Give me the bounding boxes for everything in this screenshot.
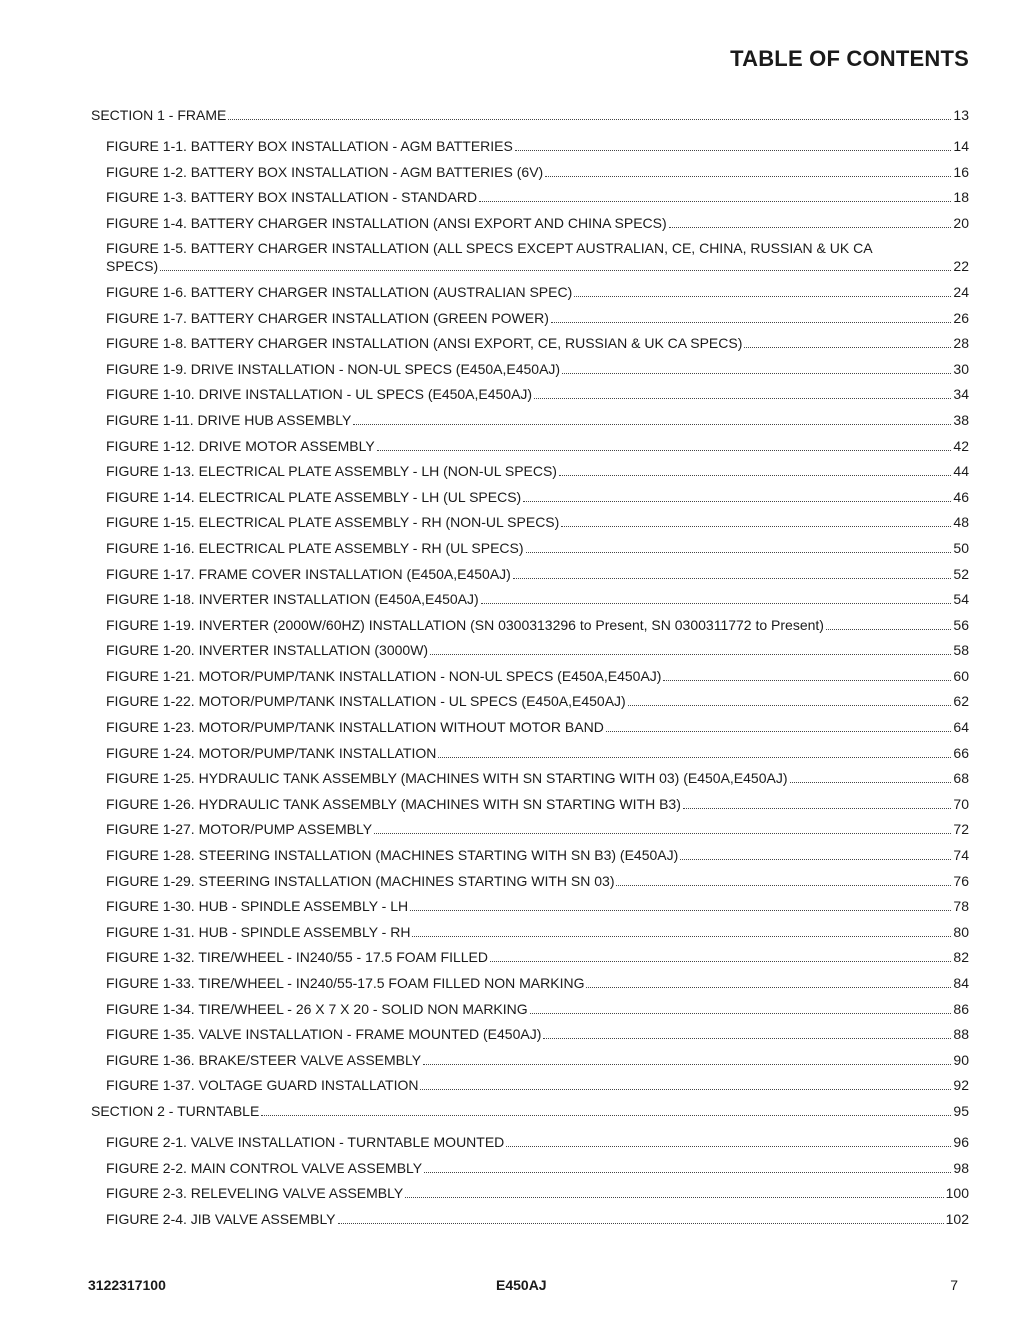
toc-figure-entry[interactable] [91,163,969,181]
toc-dot-leader [523,501,951,502]
toc-figure-entry[interactable] [91,948,969,966]
toc-entry-label: FIGURE 1-30. HUB - SPINDLE ASSEMBLY - LH [106,898,409,915]
toc-section-entry[interactable] [91,106,969,124]
toc-entry-label: FIGURE 1-10. DRIVE INSTALLATION - UL SPECS (E450A,E450AJ) [106,386,533,403]
toc-figure-entry[interactable] [91,1076,969,1094]
toc-figure-entry[interactable] [91,616,969,634]
page-title: TABLE OF CONTENTS [730,46,969,71]
toc-figure-entry[interactable] [91,692,969,710]
toc-entry-page: 22 [953,258,969,275]
toc-dot-leader [559,475,951,476]
toc-dot-leader [669,227,952,228]
toc-dot-leader [534,398,951,399]
footer-doc-number: 3122317100 [88,1277,166,1293]
toc-dot-leader [261,1115,951,1116]
toc-dot-leader [479,201,951,202]
toc-entry-page: 34 [953,386,969,403]
toc-entry-page: 74 [953,847,969,864]
toc-dot-leader [561,526,951,527]
toc-dot-leader [423,1064,951,1065]
toc-dot-leader [606,731,952,732]
footer-model: E450AJ [496,1277,547,1293]
toc-entry-label: FIGURE 1-37. VOLTAGE GUARD INSTALLATION [106,1077,419,1094]
toc-figure-entry[interactable] [91,137,969,155]
toc-dot-leader [412,936,951,937]
toc-dot-leader [790,782,952,783]
toc-entry-page: 80 [953,923,969,940]
toc-entry-page: 62 [953,693,969,710]
toc-dot-leader [526,552,952,553]
toc-figure-entry[interactable] [91,239,969,275]
toc-figure-entry[interactable] [91,513,969,531]
toc-entry-page: 96 [953,1133,969,1150]
toc-entry-page: 90 [953,1051,969,1068]
page-footer [88,1277,958,1295]
toc-entry-label: FIGURE 2-4. JIB VALVE ASSEMBLY [106,1210,336,1227]
toc-entry-label: FIGURE 1-4. BATTERY CHARGER INSTALLATION (ANSI EXPORT AND CHINA SPECS) [106,214,667,231]
toc-entry-label: FIGURE 2-3. RELEVELING VALVE ASSEMBLY [106,1185,404,1202]
toc-entry-page: 102 [945,1210,969,1227]
toc-entry-page: 76 [953,872,969,889]
toc-dot-leader [826,629,951,630]
toc-entry-page: 66 [953,744,969,761]
toc-entry-label: FIGURE 1-7. BATTERY CHARGER INSTALLATION (GREEN POWER) [106,309,549,326]
toc-dot-leader [490,961,951,962]
toc-figure-entry[interactable] [91,1025,969,1043]
toc-figure-entry[interactable] [91,188,969,206]
toc-figure-entry[interactable] [91,1000,969,1018]
toc-figure-entry[interactable] [91,846,969,864]
toc-entry-label: FIGURE 1-2. BATTERY BOX INSTALLATION - AGM BATTERIES (6V) [106,163,544,180]
toc-dot-leader [562,373,951,374]
toc-entry-label: FIGURE 1-5. BATTERY CHARGER INSTALLATION (ALL SPECS EXCEPT AUSTRALIAN, CE, CHINA, RUSSIAN & UK CA [106,240,873,257]
toc-dot-leader [628,705,952,706]
toc-figure-entry[interactable] [91,923,969,941]
toc-figure-entry[interactable] [91,1159,969,1177]
toc-entry-page: 84 [953,975,969,991]
toc-entry-label: FIGURE 2-1. VALVE INSTALLATION - TURNTABLE MOUNTED [106,1133,505,1150]
toc-entry-label: FIGURE 1-19. INVERTER (2000W/60HZ) INSTALLATION (SN 0300313296 to Present, SN 0300311772 to Present) [106,616,824,633]
toc-entry-page: 82 [953,949,969,966]
toc-entry-label: SECTION 2 - TURNTABLE [91,1102,260,1119]
toc-figure-entry[interactable] [91,974,969,992]
toc-dot-leader [160,270,951,271]
toc-entry-label: FIGURE 1-23. MOTOR/PUMP/TANK INSTALLATION WITHOUT MOTOR BAND [106,719,604,736]
toc-figure-entry[interactable] [91,411,969,429]
toc-figure-entry[interactable] [91,718,969,736]
toc-entry-page: 38 [953,411,969,428]
toc-figure-entry[interactable] [91,744,969,762]
toc-entry-label: FIGURE 1-25. HYDRAULIC TANK ASSEMBLY (MACHINES WITH SN STARTING WITH 03) (E450A,E450AJ) [106,770,788,787]
toc-dot-leader [680,859,951,860]
toc-entry-label: FIGURE 1-22. MOTOR/PUMP/TANK INSTALLATION - UL SPECS (E450A,E450AJ) [106,693,626,710]
toc-dot-leader [430,654,951,655]
toc-figure-entry[interactable] [91,897,969,915]
toc-entry-label: FIGURE 1-11. DRIVE HUB ASSEMBLY [106,411,352,428]
toc-dot-leader [438,757,951,758]
toc-entry-page: 100 [945,1185,969,1202]
toc-figure-entry[interactable] [91,539,969,557]
toc-dot-leader [338,1223,944,1224]
toc-entry-label: FIGURE 1-9. DRIVE INSTALLATION - NON-UL SPECS (E450A,E450AJ) [106,360,561,377]
toc-entry-label: FIGURE 1-24. MOTOR/PUMP/TANK INSTALLATION [106,744,437,761]
toc-figure-entry[interactable] [91,641,969,659]
toc-entry-label: FIGURE 2-2. MAIN CONTROL VALVE ASSEMBLY [106,1159,423,1176]
toc-figure-entry[interactable] [91,667,969,685]
toc-figure-entry[interactable] [91,590,969,608]
toc-section-entry[interactable] [91,1102,969,1120]
toc-figure-entry[interactable] [91,437,969,455]
toc-dot-leader [744,347,951,348]
toc-entry-page: 30 [953,360,969,377]
toc-entry-page: 52 [953,565,969,582]
toc-figure-entry[interactable] [91,795,969,813]
toc-entry-page: 50 [953,539,969,556]
toc-dot-leader [663,680,951,681]
toc-figure-entry[interactable] [91,360,969,378]
toc-dot-leader [405,1197,943,1198]
toc-figure-entry[interactable] [91,334,969,352]
toc-dot-leader [551,322,952,323]
toc-dot-leader [377,450,952,451]
toc-dot-leader [410,910,951,911]
toc-entry-page: 26 [953,309,969,326]
toc-figure-entry[interactable] [91,1184,969,1202]
toc-entry-label: FIGURE 1-12. DRIVE MOTOR ASSEMBLY [106,437,375,454]
toc-entry-label: FIGURE 1-1. BATTERY BOX INSTALLATION - AGM BATTERIES [106,138,513,154]
toc-figure-entry[interactable] [91,488,969,506]
toc-entry-page: 92 [953,1077,969,1094]
toc-entry-page: 68 [953,770,969,787]
toc-entry-label: FIGURE 1-21. MOTOR/PUMP/TANK INSTALLATION - NON-UL SPECS (E450A,E450AJ) [106,667,662,684]
toc-dot-leader [530,1013,952,1014]
toc-entry-page: 86 [953,1000,969,1017]
toc-entry-page: 60 [953,667,969,684]
toc-entry-label: FIGURE 1-29. STEERING INSTALLATION (MACHINES STARTING WITH SN 03) [106,872,615,889]
toc-entry-page: 64 [953,719,969,736]
toc-dot-leader [228,119,951,120]
toc-entry-page: 72 [953,821,969,838]
toc-entry-label: FIGURE 1-18. INVERTER INSTALLATION (E450A,E450AJ) [106,591,479,608]
toc-entry-page: 48 [953,514,969,531]
toc-dot-leader [513,578,952,579]
toc-entry-label: FIGURE 1-14. ELECTRICAL PLATE ASSEMBLY - LH (UL SPECS) [106,488,522,505]
toc-entry-label: FIGURE 1-8. BATTERY CHARGER INSTALLATION (ANSI EXPORT, CE, RUSSIAN & UK CA SPECS) [106,335,743,352]
toc-entry-page: 95 [953,1102,969,1119]
toc-entry-page: 20 [953,214,969,231]
toc-entry-label: FIGURE 1-28. STEERING INSTALLATION (MACHINES STARTING WITH SN B3) (E450AJ) [106,847,679,864]
footer-page-number: 7 [950,1277,958,1293]
toc-entry-page: 44 [953,463,969,480]
toc-figure-entry[interactable] [91,872,969,890]
toc-entry-page: 46 [953,488,969,505]
toc-entry-label: FIGURE 1-27. MOTOR/PUMP ASSEMBLY [106,821,373,838]
toc-entry-page: 13 [953,107,969,123]
toc-dot-leader [545,176,951,177]
toc-entry-label: FIGURE 1-32. TIRE/WHEEL - IN240/55 - 17.5 FOAM FILLED [106,949,489,966]
toc-entry-page: 42 [953,437,969,454]
toc-entry-label-continued: SPECS) [106,258,159,275]
toc-entry-page: 14 [953,138,969,154]
toc-entry-label: FIGURE 1-15. ELECTRICAL PLATE ASSEMBLY - RH (NON-UL SPECS) [106,514,560,531]
toc-dot-leader [420,1089,951,1090]
toc-entry-label: SECTION 1 - FRAME [91,107,227,123]
toc-dot-leader [353,424,951,425]
toc-entry-label: FIGURE 1-35. VALVE INSTALLATION - FRAME MOUNTED (E450AJ) [106,1026,542,1043]
toc-figure-entry[interactable] [91,283,969,301]
toc-entry-page: 18 [953,189,969,206]
table-of-contents [91,106,969,1235]
toc-figure-entry[interactable] [91,1133,969,1151]
toc-dot-leader [374,833,951,834]
toc-entry-label: FIGURE 1-17. FRAME COVER INSTALLATION (E450A,E450AJ) [106,565,511,582]
toc-entry-page: 24 [953,283,969,300]
toc-entry-page: 16 [953,163,969,180]
toc-dot-leader [543,1038,951,1039]
toc-entry-page: 70 [953,795,969,812]
toc-entry-label: FIGURE 1-6. BATTERY CHARGER INSTALLATION (AUSTRALIAN SPEC) [106,283,573,300]
toc-dot-leader [616,885,951,886]
toc-dot-leader [574,296,951,297]
toc-entry-page: 28 [953,335,969,352]
toc-entry-page: 58 [953,642,969,659]
toc-entry-label: FIGURE 1-26. HYDRAULIC TANK ASSEMBLY (MACHINES WITH SN STARTING WITH B3) [106,795,681,812]
toc-entry-label: FIGURE 1-33. TIRE/WHEEL - IN240/55-17.5 FOAM FILLED NON MARKING [106,975,585,991]
toc-entry-page: 54 [953,591,969,608]
toc-entry-label: FIGURE 1-31. HUB - SPINDLE ASSEMBLY - RH [106,923,411,940]
toc-dot-leader [424,1172,951,1173]
toc-figure-entry[interactable] [91,820,969,838]
toc-entry-label: FIGURE 1-34. TIRE/WHEEL - 26 X 7 X 20 - SOLID NON MARKING [106,1000,528,1017]
toc-figure-entry[interactable] [91,1210,969,1228]
toc-entry-label: FIGURE 1-20. INVERTER INSTALLATION (3000W) [106,642,429,659]
toc-dot-leader [481,603,952,604]
toc-figure-entry[interactable] [91,462,969,480]
toc-dot-leader [683,808,952,809]
toc-entry-page: 88 [953,1026,969,1043]
toc-figure-entry[interactable] [91,214,969,232]
toc-figure-entry[interactable] [91,309,969,327]
toc-entry-label: FIGURE 1-3. BATTERY BOX INSTALLATION - STANDARD [106,189,478,206]
toc-figure-entry[interactable] [91,565,969,583]
toc-figure-entry[interactable] [91,769,969,787]
toc-entry-page: 78 [953,898,969,915]
toc-entry-page: 56 [953,616,969,633]
toc-entry-label: FIGURE 1-13. ELECTRICAL PLATE ASSEMBLY - LH (NON-UL SPECS) [106,463,557,480]
toc-figure-entry[interactable] [91,385,969,403]
toc-entry-label: FIGURE 1-16. ELECTRICAL PLATE ASSEMBLY - RH (UL SPECS) [106,539,524,556]
toc-entry-page: 98 [953,1159,969,1176]
toc-figure-entry[interactable] [91,1051,969,1069]
toc-dot-leader [586,987,951,988]
toc-dot-leader [515,150,952,151]
toc-entry-label: FIGURE 1-36. BRAKE/STEER VALVE ASSEMBLY [106,1051,422,1068]
toc-dot-leader [506,1146,951,1147]
